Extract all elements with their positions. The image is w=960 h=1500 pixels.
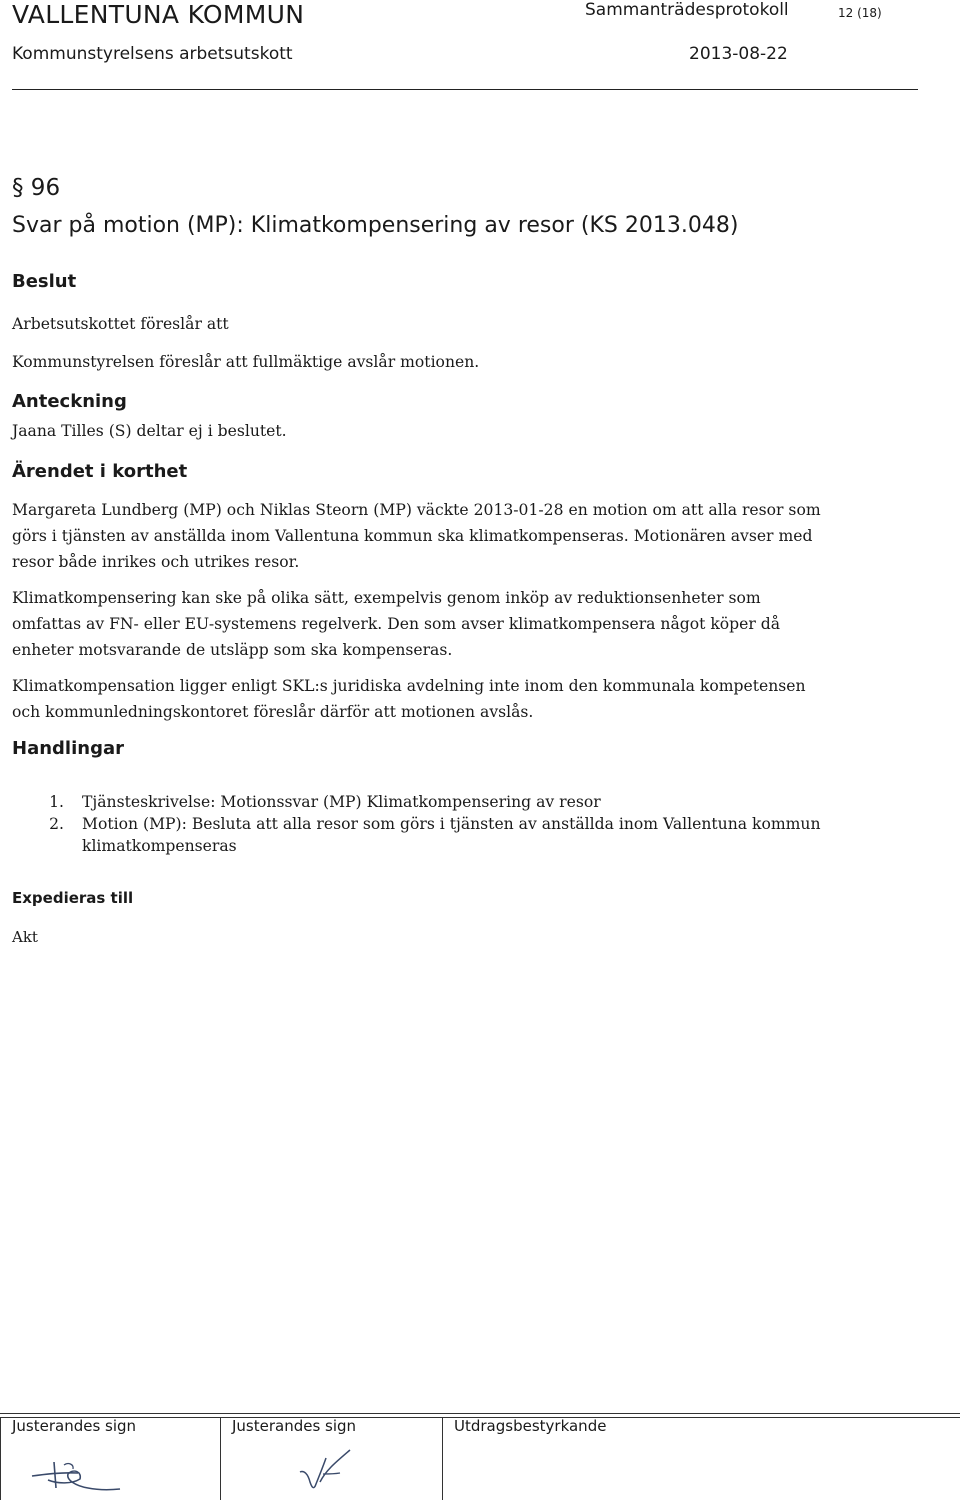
anteckning-heading: Anteckning bbox=[12, 391, 127, 412]
paragraph-number: § 96 bbox=[12, 175, 61, 201]
beslut-line-2: Kommunstyrelsen föreslår att fullmäktige avslår motionen. bbox=[12, 353, 480, 371]
handlingar-heading: Handlingar bbox=[12, 738, 124, 759]
document-type: Sammanträdesprotokoll bbox=[585, 0, 789, 20]
arendet-p2-line-2: omfattas av FN- eller EU-systemens regelverk. Den som avser klimatkompensera något köper då bbox=[12, 615, 781, 633]
header-divider bbox=[12, 89, 918, 90]
handwritten-signature-2 bbox=[296, 1444, 366, 1496]
arendet-p1-line-2: görs i tjänsten av anställda inom Vallentuna kommun ska klimatkompenseras. Motionären avser med bbox=[12, 527, 813, 545]
section-title: Svar på motion (MP): Klimatkompensering av resor (KS 2013.048) bbox=[12, 213, 739, 238]
municipality-name: VALLENTUNA KOMMUN bbox=[12, 0, 305, 29]
expedieras-recipient: Akt bbox=[12, 928, 38, 946]
arendet-heading: Ärendet i korthet bbox=[12, 461, 188, 482]
arendet-p2-line-1: Klimatkompensering kan ske på olika sätt, exempelvis genom inköp av reduktionsenheter som bbox=[12, 589, 761, 607]
signature-table-divider-1 bbox=[220, 1417, 221, 1500]
handling-2-text-line-2: klimatkompenseras bbox=[82, 837, 237, 855]
signature-table-top-rule bbox=[0, 1413, 960, 1414]
arendet-p3-line-1: Klimatkompensation ligger enligt SKL:s juridiska avdelning inte inom den kommunala kompetensen bbox=[12, 677, 806, 695]
anteckning-text: Jaana Tilles (S) deltar ej i beslutet. bbox=[12, 422, 287, 440]
arendet-p1-line-3: resor både inrikes och utrikes resor. bbox=[12, 553, 300, 571]
arendet-p1-line-1: Margareta Lundberg (MP) och Niklas Steorn (MP) väckte 2013-01-28 en motion om att alla resor som bbox=[12, 501, 821, 519]
expedieras-heading: Expedieras till bbox=[12, 889, 134, 907]
beslut-heading: Beslut bbox=[12, 271, 77, 292]
handling-2-text-line-1: Motion (MP): Besluta att alla resor som görs i tjänsten av anställda inom Vallentuna kommun bbox=[82, 815, 821, 833]
handling-2-number: 2. bbox=[49, 815, 64, 833]
arendet-p2-line-3: enheter motsvarande de utsläpp som ska kompenseras. bbox=[12, 641, 453, 659]
committee-name: Kommunstyrelsens arbetsutskott bbox=[12, 44, 293, 64]
arendet-p3-line-2: och kommunledningskontoret föreslår därför att motionen avslås. bbox=[12, 703, 534, 721]
handling-1-text: Tjänsteskrivelse: Motionssvar (MP) Klimatkompensering av resor bbox=[82, 793, 601, 811]
beslut-line-1: Arbetsutskottet föreslår att bbox=[12, 315, 229, 333]
signature-label-1: Justerandes sign bbox=[12, 1417, 137, 1435]
page-number: 12 (18) bbox=[838, 6, 882, 20]
meeting-date: 2013-08-22 bbox=[689, 44, 788, 64]
handwritten-signature-1 bbox=[28, 1450, 128, 1496]
signature-table-divider-2 bbox=[442, 1417, 443, 1500]
signature-table-left-border bbox=[0, 1417, 1, 1500]
signature-label-2: Justerandes sign bbox=[232, 1417, 357, 1435]
signature-label-3: Utdragsbestyrkande bbox=[454, 1417, 607, 1435]
handling-1-number: 1. bbox=[49, 793, 64, 811]
